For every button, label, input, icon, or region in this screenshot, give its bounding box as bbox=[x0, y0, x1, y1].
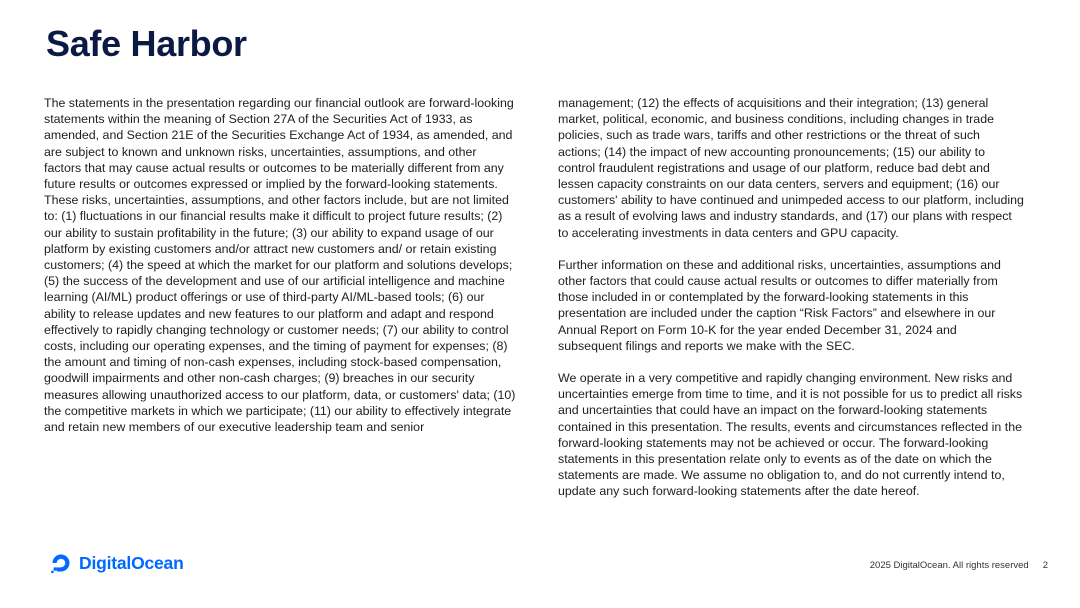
right-text-column bbox=[558, 95, 1024, 516]
paragraph-forward-looking-intro: The statements in the presentation regarding our financial outlook are forward-looking statements within the meaning of Section 27A of the Securities Act of 1933, as amended, and Section 21E of the Securities Exchange Act of 1934, as amended, and are subject to known and unknown risks, uncertainties, assumptions, and other factors that may cause actual results or outcomes to be materially different from any future results or outcomes expressed or implied by the forward-looking statements. These risks, uncertainties, assumptions, and other factors include, but are not limited to: (1) fluctuations in our financial results make it difficult to project future results; (2) our ability to sustain profitability in the future; (3) our ability to expand usage of our platform by existing customers and/or attract new customers and/ or retain existing customers; (4) the speed at which the market for our platform and solutions develops; (5) the success of the development and use of our artificial intelligence and machine learning (AI/ML) product offerings or use of third-party AI/ML-based tools; (6) our ability to release updates and new features to our platform and adapt and respond effectively to rapidly changing technology or customer needs; (7) our ability to control costs, including our operating expenses, and the timing of payment for expenses; (8) the amount and timing of non-cash expenses, including stock-based compensation, goodwill impairments and other non-cash charges; (9) breaches in our security measures allowing unauthorized access to our platform, data, or customers' data; (10) the competitive markets in which we participate; (11) our ability to effectively integrate and retain new members of our executive leadership team and senior bbox=[44, 96, 516, 435]
digitalocean-logo-icon bbox=[50, 552, 72, 574]
paragraph-further-information: Further information on these and additional risks, uncertainties, assumptions and other factors that could cause actual results or outcomes to differ materially from those included in or contemplated by the forward-looking statements in this presentation are included under the caption “Risk Factors” and elsewhere in our Annual Report on Form 10-K for the year ended December 31, 2024 and subsequent filings and reports we make with the SEC. bbox=[558, 257, 1001, 353]
left-text-column bbox=[44, 95, 516, 451]
paragraph-risk-list-continued: management; (12) the effects of acquisitions and their integration; (13) general market, political, economic, and business conditions, including changes in trade policies, such as trade wars, tariffs and other restrictions or the threat of such actions; (14) the impact of new accounting pronouncements; (15) our ability to control fraudulent registrations and usage of our platform, reduce bad debt and lessen capacity constraints on our data centers, servers and equipment; (16) our customers' ability to have continued and unimpeded access to our platform, including as a result of evolving laws and industry standards, and (17) our plans with respect to accelerating investments in data centers and GPU capacity. bbox=[558, 96, 1024, 240]
footer-info bbox=[870, 560, 1048, 571]
copyright-text: 2025 DigitalOcean. All rights reserved bbox=[869, 560, 1029, 571]
page-number: 2 bbox=[1042, 560, 1048, 571]
paragraph-competitive-environment: We operate in a very competitive and rapidly changing environment. New risks and uncertainties emerge from time to time, and it is not possible for us to predict all risks and uncertainties that could have an impact on the forward-looking statements contained in this presentation. The results, events and circumstances reflected in the forward-looking statements may not be achieved or occur. The forward-looking statements in this presentation relate only to events as of the date on which the statements are made. We assume no obligation to, and do not currently intend to, update any such forward-looking statements after the date hereof. bbox=[558, 371, 1023, 499]
brand-logo bbox=[50, 550, 184, 576]
brand-name: DigitalOcean bbox=[79, 552, 184, 573]
slide-title: Safe Harbor bbox=[46, 23, 247, 64]
